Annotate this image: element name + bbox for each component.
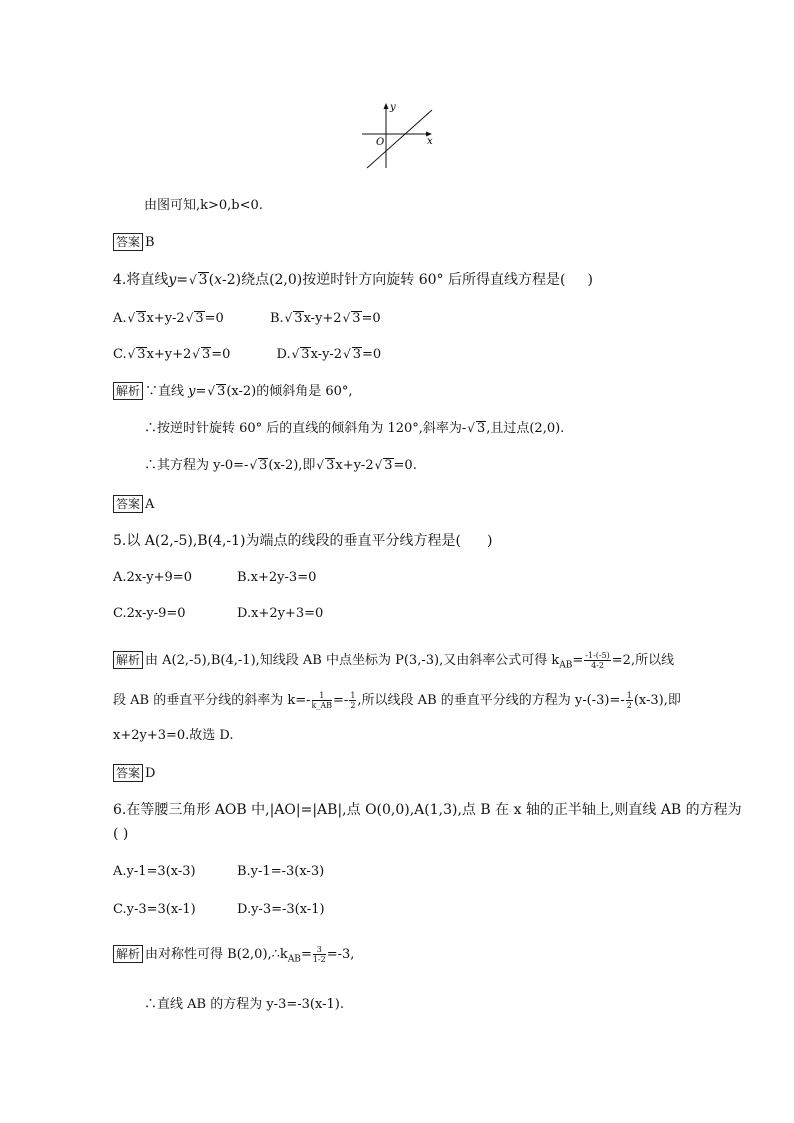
q6-analysis-line1 [113, 945, 354, 969]
q6-stem-text: 在等腰三角形 AOB 中,|AO|=|AB|,点 O(0,0),A(1,3),点 B 在 x 轴的正半轴上,则直线 AB 的方程为 [126, 802, 742, 818]
text: (x-2),即 [268, 458, 316, 473]
opt-tail: =0 [204, 311, 224, 326]
numerator: 1 [312, 691, 333, 701]
q4-stem: 4.将直线y=√ 3(x-2)绕点(2,0)按逆时针方向旋转 60° 后所得直线方程是( ) [113, 272, 593, 288]
text: 由 A(2,-5),B(4,-1),知线段 AB 中点坐标为 P(3,-3),又由斜率公式可得 k [145, 653, 560, 668]
q6-option-b: B.y-1=-3(x-3) [237, 864, 325, 879]
text: ∴按逆时针旋转 60° 后的直线的倾斜角为 120°,斜率为- [144, 421, 467, 436]
sqrt: 3 [259, 458, 268, 473]
q5-stem-text: 以 A(2,-5),B(4,-1)为端点的线段的垂直平分线方程是( [126, 533, 461, 549]
q4-answer-row [113, 495, 154, 514]
q4-analysis-line2: ∴按逆时针旋转 60° 后的直线的倾斜角为 120°,斜率为-√ 3,且过点(2,0). [144, 421, 565, 436]
sqrt: 3 [476, 421, 486, 436]
denominator: 4-2 [591, 661, 604, 670]
q5-stem-close: ) [486, 533, 493, 549]
q6-option-a: A.y-1=3(x-3) [113, 864, 196, 879]
numerator: 3 [313, 945, 326, 955]
opt-sqrt: 3 [201, 347, 211, 362]
q5-options-row2 [113, 605, 323, 623]
text: 段 AB 的垂直平分线的斜率为 k=- [113, 693, 311, 708]
opt-sqrt: 3 [137, 347, 146, 362]
opt-label: D. [276, 347, 291, 362]
opt-sqrt: 3 [137, 311, 146, 326]
opt-tail: =0 [362, 347, 382, 362]
answer-tag: 答案 [113, 764, 143, 782]
q6-options-row2 [113, 901, 325, 919]
denominator: 2 [626, 701, 632, 710]
q5-option-c: C.2x-y-9=0 [113, 606, 186, 621]
text: y= [188, 384, 207, 399]
opt-text: x+y+2 [146, 347, 192, 362]
q5-number: 5. [113, 533, 127, 549]
opt-text: x-y+2 [303, 311, 342, 326]
q6-options-row1 [113, 863, 324, 881]
q4-analysis-line3: ∴其方程为 y-0=-√ 3(x-2),即√ 3x+y-2√ 3=0. [144, 458, 417, 473]
q4-number: 4. [113, 272, 127, 288]
subscript: AB [287, 954, 301, 965]
coordinate-figure [360, 100, 440, 170]
q4-stem-sqrt: 3 [198, 272, 208, 288]
q4-stem-text: 将直线 [126, 272, 169, 288]
denominator: 1-2 [312, 955, 326, 964]
denominator: 2 [350, 701, 356, 710]
q5-stem [113, 532, 492, 550]
q4-stem-rest: -2)绕点(2,0)按逆时针方向旋转 60° 后所得直线方程是( [221, 272, 566, 288]
text: ∵直线 [145, 384, 189, 399]
opt-label: C. [113, 347, 127, 362]
analysis-tag: 解析 [113, 945, 143, 963]
numerator: -1-(-5) [585, 651, 610, 660]
intro-text: 由图可知,k>0,b<0. [144, 198, 263, 213]
q5-option-d: D.x+2y+3=0 [237, 606, 324, 621]
q6-analysis-line2: ∴直线 AB 的方程为 y-3=-3(x-1). [144, 997, 344, 1012]
text: ,所以线段 AB 的垂直平分线的方程为 y-(-3)=- [357, 693, 625, 708]
text: x+y-2 [335, 458, 374, 473]
q3-answer-row [113, 233, 155, 252]
q4-option-d: D.√ 3x-y-2√ 3=0 [276, 347, 382, 362]
q4-stem-paren: ( [208, 272, 215, 288]
numerator: 1 [626, 691, 632, 700]
analysis-tag: 解析 [113, 382, 143, 400]
opt-label: B. [269, 311, 284, 326]
subscript: AB [559, 660, 573, 671]
text: = [572, 653, 584, 668]
opt-sqrt: 3 [301, 347, 310, 362]
q5-analysis-line1 [113, 651, 674, 675]
q5-analysis-line3: x+2y+3=0.故选 D. [113, 728, 234, 743]
q4-options-row1 [113, 309, 381, 328]
y-axis-label: y [390, 102, 396, 113]
answer-value: D [145, 766, 156, 781]
q5-option-a: A.2x-y+9=0 [113, 570, 192, 585]
q6-option-c: C.y-3=3(x-1) [113, 902, 196, 917]
q5-options-row1 [113, 569, 316, 587]
q6-number: 6. [113, 802, 127, 818]
fraction [312, 691, 333, 710]
text: =- [333, 693, 349, 708]
q5-analysis-line2 [113, 691, 681, 710]
text: (x-3),即 [633, 693, 681, 708]
q6-stem-line2: ( ) [113, 826, 129, 842]
opt-sqrt: 3 [195, 311, 204, 326]
origin-label: O [376, 137, 385, 148]
q4-option-c: C.√ 3x+y+2√ 3=0 [113, 347, 231, 362]
q4-option-a: A.√ 3x+y-2√ 3=0 [113, 311, 224, 326]
opt-sqrt: 3 [294, 311, 303, 326]
text: =2,所以线 [611, 653, 675, 668]
fraction [313, 945, 326, 964]
q5-option-b: B.x+2y-3=0 [237, 570, 317, 585]
numerator: 1 [350, 691, 356, 700]
q4-analysis-line1: 解析 ∵直线 y=√ 3(x-2)的倾斜角是 60°, [113, 382, 353, 401]
fraction [349, 691, 356, 710]
q4-stem-close: ) [587, 272, 593, 288]
text: 由对称性可得 B(2,0),∴k [145, 947, 288, 962]
text: ∴其方程为 y-0=- [144, 458, 249, 473]
q4-stem-x: x [214, 272, 222, 288]
text: = [300, 947, 312, 962]
sqrt: 3 [217, 384, 226, 399]
opt-sqrt: 3 [352, 311, 361, 326]
y-axis-arrow [384, 103, 389, 109]
answer-tag: 答案 [113, 233, 143, 251]
x-axis-label: x [427, 136, 433, 147]
denominator: k_AB [311, 701, 333, 710]
sqrt: 3 [384, 458, 393, 473]
q4-stem-y: y [168, 272, 177, 288]
answer-value: A [145, 497, 155, 512]
sqrt: 3 [326, 458, 335, 473]
fraction [584, 651, 611, 670]
answer-value: B [145, 235, 155, 250]
opt-sqrt: 3 [352, 347, 362, 362]
text: ,且过点(2,0). [486, 421, 565, 436]
analysis-tag: 解析 [113, 651, 143, 669]
q6-stem [113, 801, 742, 819]
fraction [626, 691, 633, 710]
text: (x-2)的倾斜角是 60°, [226, 384, 353, 399]
opt-tail: =0 [211, 347, 231, 362]
text: =-3, [326, 947, 355, 962]
q4-options-row2 [113, 345, 381, 364]
opt-text: x+y-2 [146, 311, 185, 326]
answer-tag: 答案 [113, 495, 143, 513]
q5-answer-row [113, 764, 155, 783]
opt-tail: =0 [361, 311, 381, 326]
q4-option-b: B.√ 3x-y+2√ 3=0 [269, 311, 381, 326]
q6-option-d: D.y-3=-3(x-1) [237, 902, 325, 917]
opt-label: A. [113, 311, 127, 326]
opt-text: x-y-2 [310, 347, 343, 362]
text: =0. [393, 458, 417, 473]
q4-stem-eq: = [176, 272, 189, 288]
